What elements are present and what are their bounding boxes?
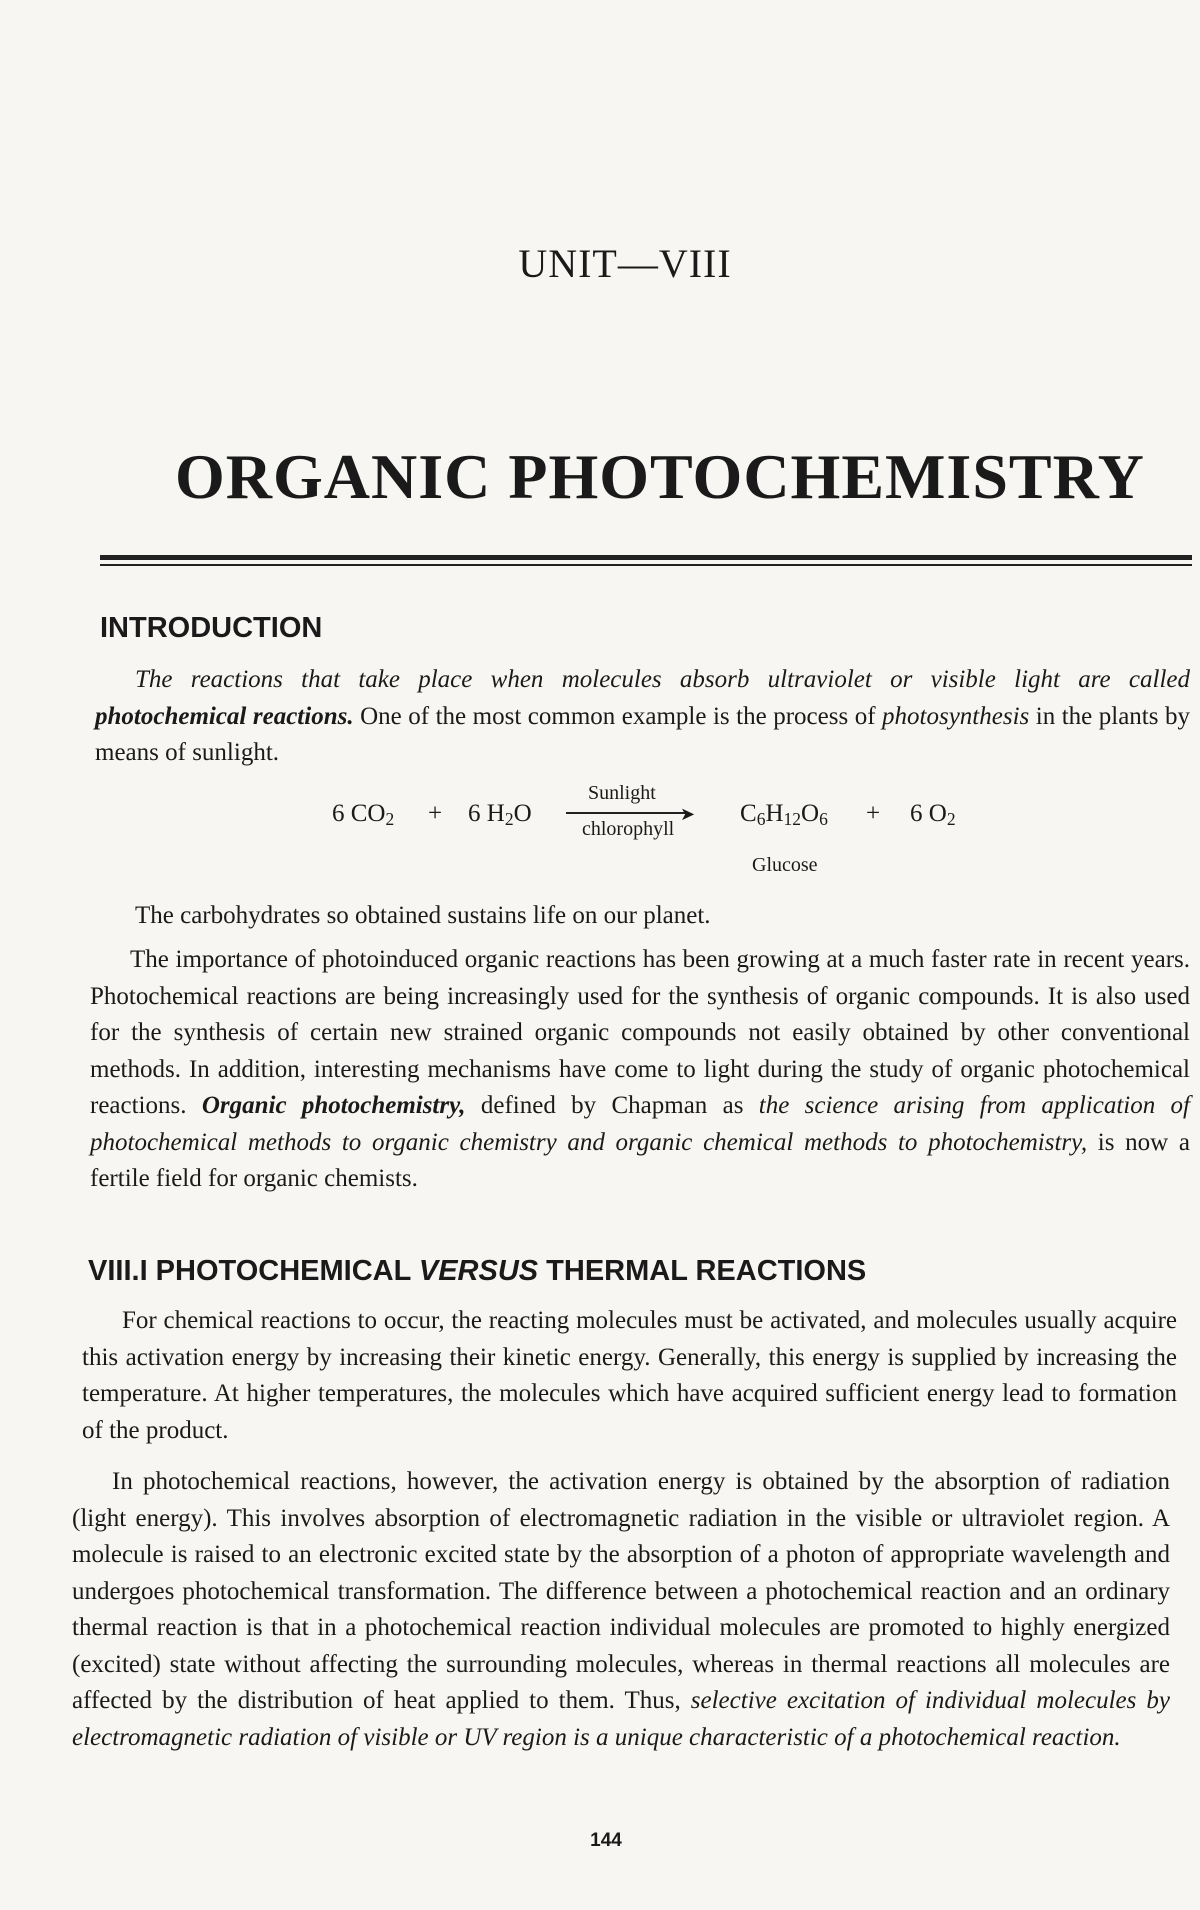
chapman-definition: the science arising from application of photochemical methods to organic chemistry and organic chemical methods to photochemistry, xyxy=(90,1092,1190,1156)
intro-text-2: in the plants by means of sunlight. xyxy=(95,702,1190,766)
title-rule-thin xyxy=(100,564,1192,566)
intro-text-1: One of the most common example is the process of xyxy=(353,702,883,730)
reaction-arrow xyxy=(566,812,688,814)
intro-paragraph-3 xyxy=(90,942,1190,1198)
arrow-label-sunlight: Sunlight xyxy=(588,782,656,804)
plus-sign-2: + xyxy=(866,800,881,827)
chapter-title: ORGANIC PHOTOCHEMISTRY xyxy=(175,441,1145,512)
title-rule-thick xyxy=(100,555,1192,560)
intro-p2-text: The carbohydrates so obtained sustains life on our planet. xyxy=(135,902,711,929)
photosynthesis-equation xyxy=(320,782,1020,888)
arrow-label-chlorophyll: chlorophyll xyxy=(582,818,675,840)
product-glucose: $C_6H_{12}O_6$ xyxy=(740,800,828,829)
intro-paragraph-2 xyxy=(95,898,1190,935)
unit-label: UNIT—VIII xyxy=(518,241,732,286)
intro-paragraph-1 xyxy=(95,662,1190,772)
section1-paragraph-2 xyxy=(72,1464,1170,1756)
page-number: 144 xyxy=(590,1830,622,1851)
intro-p3-text-1: The importance of photoinduced organic reactions has been growing at a much faster rate in recent years. Photochemical reactions are being increasingly used for the synthesis of organic compounds. It is also used for the synthesis of certain new strained organic compounds not easily obtained by other conventional methods. In addition, interesting mechanisms have come to light during the study of organic photochemical reactions. xyxy=(90,946,1190,1119)
section1-paragraph-1 xyxy=(82,1303,1177,1449)
photosynthesis-term: photosynthesis xyxy=(882,702,1030,730)
glucose-label: Glucose xyxy=(752,854,818,876)
intro-p3-text-2: defined by Chapman as xyxy=(465,1092,759,1119)
intro-italic-1: The reactions that take place when molecules absorb ultraviolet or visible light are called xyxy=(135,666,1190,693)
intro-heading: INTRODUCTION xyxy=(100,612,323,644)
reactant-co2: 6 $CO_2$ xyxy=(332,800,395,829)
selective-excitation-statement: selective excitation of individual molecules by electromagnetic radiation of visible or UV region is a unique characteristic of a photochemical reaction. xyxy=(72,1687,1170,1751)
section1-p2-text: In photochemical reactions, however, the activation energy is obtained by the absorption of radiation (light energy). This involves absorption of electromagnetic radiation in the visible or ultraviolet region. A molecule is raised to an electronic excited state by the absorption of a photon of appropriate wavelength and undergoes photochemical transformation. The difference between a photochemical reaction and an ordinary thermal reaction is that in a photochemical reaction individual molecules are promoted to highly energized (excited) state without affecting the surrounding molecules, whereas in thermal reactions all molecules are affected by the distribution of heat applied to them. Thus, xyxy=(72,1468,1170,1714)
section1-p1-text: For chemical reactions to occur, the reacting molecules must be activated, and molecules usually acquire this activation energy by increasing their kinetic energy. Generally, this energy is supplied by increasing the temperature. At higher temperatures, the molecules which have acquired sufficient energy lead to formation of the product. xyxy=(82,1307,1177,1444)
photochemical-reactions-term: photochemical reactions. xyxy=(95,702,354,730)
arrowhead-icon: ➤ xyxy=(680,804,696,824)
product-o2: 6 $O_2$ xyxy=(910,800,956,829)
organic-photochemistry-term: Organic photochemistry, xyxy=(201,1092,466,1119)
reactant-h2o: 6 $H_2O$ xyxy=(468,800,532,829)
plus-sign-1: + xyxy=(428,800,443,827)
intro-p3-text-3: is now a fertile field for organic chemists. xyxy=(90,1128,1190,1192)
section-heading-viii-1: VIII.I PHOTOCHEMICAL VERSUS THERMAL REACTIONS xyxy=(88,1255,867,1287)
